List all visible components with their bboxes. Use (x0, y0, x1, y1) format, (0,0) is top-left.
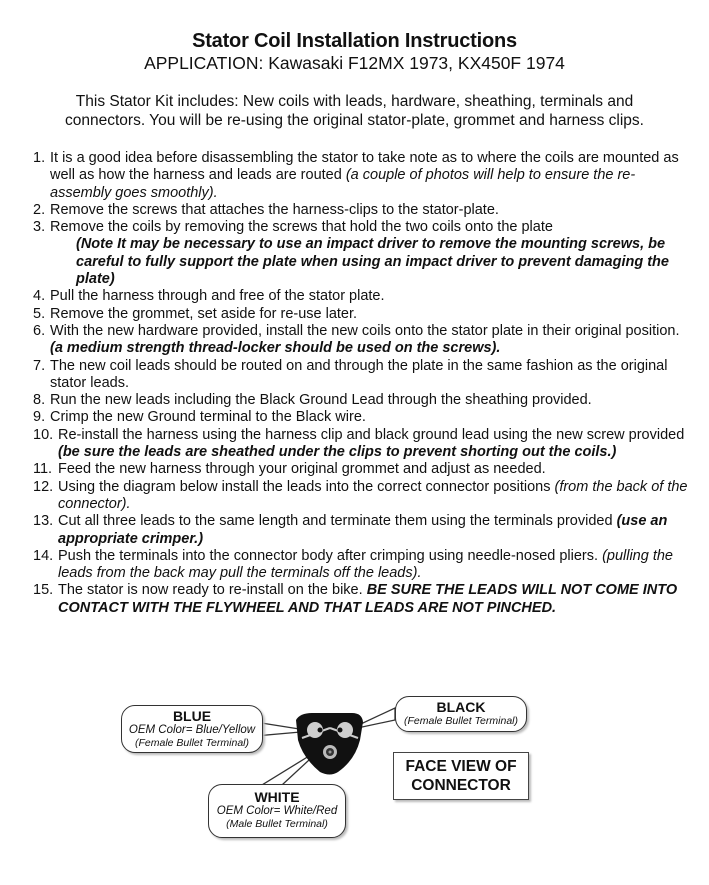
step-text: Push the terminals into the connector body after crimping using needle-nosed pliers. (58, 547, 603, 564)
step-number: 3. (33, 219, 46, 236)
step-note: (pulling the leads from the back may pull the terminals off the leads). (58, 547, 673, 582)
black-terminal-type: (Female Bullet Terminal) (404, 715, 518, 727)
step-note: (from the back of the connector). (58, 478, 688, 512)
step-number: 6. (33, 322, 46, 339)
application-subtitle: APPLICATION: Kawasaki F12MX 1973, KX450F 1974 (144, 53, 565, 73)
instruction-step (33, 548, 693, 583)
white-lead-callout (208, 784, 346, 838)
instruction-step (33, 479, 693, 514)
connector-graphic (0, 680, 709, 880)
instruction-step (33, 392, 693, 409)
step-number: 9. (33, 409, 46, 426)
intro-line-2: connectors. You will be re-using the original stator-plate, grommet and harness clips. (65, 112, 644, 129)
blue-lead-callout (121, 705, 263, 753)
intro-line-1: This Stator Kit includes: New coils with leads, hardware, sheathing, terminals and (75, 93, 634, 110)
instruction-step (33, 358, 693, 393)
step-warning: (a medium strength thread-locker should be used on the screws). (50, 340, 501, 357)
blue-oem-color: OEM Color= Blue/Yellow (128, 724, 256, 736)
step-number: 8. (33, 392, 46, 409)
instruction-step (33, 202, 693, 219)
kit-intro (20, 92, 689, 130)
face-view-label (393, 752, 529, 800)
instruction-step (33, 219, 693, 288)
face-view-line-1: FACE VIEW OF (405, 758, 517, 775)
step-text: The stator is now ready to re-install on the bike. (58, 582, 367, 599)
step-number: 7. (33, 357, 46, 374)
step-text: It is a good idea before disassembling the stator to take note as to where the coils are mounted as well as how the harness and leads are routed (50, 150, 679, 184)
step-note: (a couple of photos will help to ensure the re-assembly goes smoothly). (50, 167, 636, 201)
step-warning: (be sure the leads are sheathed under the clips to prevent shorting out the coils.) (58, 444, 617, 461)
step-text: Run the new leads including the Black Ground Lead through the sheathing provided. (50, 392, 592, 409)
connector-diagram (0, 680, 709, 880)
step-text: With the new hardware provided, install the new coils onto the stator plate in their original position. (50, 322, 680, 339)
step-text: Cut all three leads to the same length and terminate them using the terminals provided (58, 513, 617, 530)
step-text: Using the diagram below install the leads into the correct connector positions (58, 478, 555, 495)
step-number: 11. (33, 461, 53, 478)
step-number: 14. (33, 547, 54, 564)
step-warning: (Note It may be necessary to use an impact driver to remove the mounting screws, be careful to fully support the plate when using an impact driver to prevent damaging the plate) (76, 236, 669, 288)
instruction-step (33, 427, 693, 462)
white-terminal-type: (Male Bullet Terminal) (226, 818, 328, 830)
step-text: Remove the grommet, set aside for re-use later. (50, 305, 358, 322)
step-number: 12. (33, 478, 54, 495)
step-number: 10. (33, 426, 54, 443)
instruction-step (33, 150, 693, 202)
instruction-step (33, 306, 693, 323)
step-number: 13. (33, 513, 54, 530)
step-number: 1. (33, 150, 46, 166)
instruction-step (33, 323, 693, 358)
white-title: WHITE (254, 789, 300, 805)
black-lead-callout (395, 696, 527, 732)
step-text: Pull the harness through and free of the stator plate. (50, 288, 385, 305)
instruction-step (33, 409, 693, 426)
step-warning: BE SURE THE LEADS WILL NOT COME INTO CONTACT WITH THE FLYWHEEL AND THAT LEADS ARE NOT PINCHED. (58, 582, 678, 616)
step-number: 5. (33, 305, 46, 322)
blue-title: BLUE (172, 708, 212, 724)
step-text: Remove the coils by removing the screws that hold the two coils onto the plate (50, 219, 553, 236)
instruction-steps (33, 150, 693, 617)
step-number: 15. (33, 582, 54, 599)
step-number: 4. (33, 288, 46, 305)
face-view-line-2: CONNECTOR (411, 777, 511, 794)
instruction-step (33, 582, 693, 617)
step-text: Crimp the new Ground terminal to the Black wire. (50, 409, 366, 426)
page-title: Stator Coil Installation Instructions (192, 30, 517, 52)
blue-terminal-type: (Female Bullet Terminal) (135, 737, 249, 749)
step-text: The new coil leads should be routed on and through the plate in the same fashion as the original stator leads. (50, 357, 668, 391)
connector-body-icon (296, 713, 363, 775)
instruction-step (33, 288, 693, 305)
instruction-step (33, 513, 693, 548)
white-oem-color: OEM Color= White/Red (216, 805, 338, 817)
step-text: Remove the screws that attaches the harness-clips to the stator-plate. (50, 201, 499, 218)
step-warning: (use an appropriate crimper.) (58, 513, 668, 547)
instruction-step (33, 461, 693, 478)
black-title: BLACK (436, 699, 486, 715)
step-number: 2. (33, 201, 46, 218)
step-text: Feed the new harness through your original grommet and adjust as needed. (58, 461, 546, 478)
step-text: Re-install the harness using the harness clip and black ground lead using the new screw provided (58, 426, 685, 443)
